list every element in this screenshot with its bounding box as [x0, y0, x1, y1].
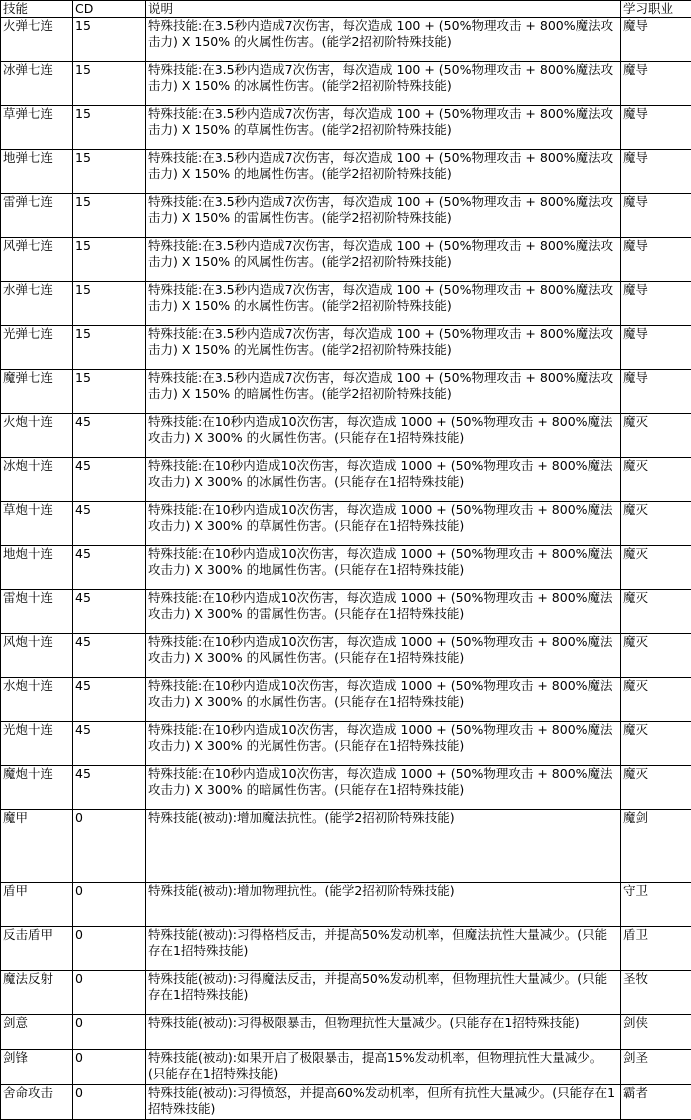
- description-cell: 特殊技能(被动):增加魔法抗性。(能学2招初阶特殊技能): [146, 810, 621, 883]
- cd-cell: 0: [73, 1085, 146, 1120]
- skill-name-cell: 风弹七连: [1, 238, 73, 282]
- table-row: [1, 971, 691, 1015]
- job-cell: 守卫: [621, 883, 691, 927]
- description-cell: 特殊技能:在3.5秒内造成7次伤害，每次造成 100 + (50%物理攻击 + 800%魔法攻击力) X 150% 的火属性伤害。(能学2招初阶特殊技能): [146, 18, 621, 62]
- table-row: [1, 810, 691, 883]
- table-row: [1, 62, 691, 106]
- job-cell: 魔灭: [621, 766, 691, 810]
- cd-cell: 0: [73, 1015, 146, 1050]
- cd-cell: 15: [73, 282, 146, 326]
- description-cell: 特殊技能:在10秒内造成10次伤害，每次造成 1000 + (50%物理攻击 + 800%魔法攻击力) X 300% 的暗属性伤害。(只能存在1招特殊技能): [146, 766, 621, 810]
- skill-name-cell: 光弹七连: [1, 326, 73, 370]
- description-cell: 特殊技能:在10秒内造成10次伤害，每次造成 1000 + (50%物理攻击 + 800%魔法攻击力) X 300% 的火属性伤害。(只能存在1招特殊技能): [146, 414, 621, 458]
- description-cell: 特殊技能:在10秒内造成10次伤害，每次造成 1000 + (50%物理攻击 + 800%魔法攻击力) X 300% 的水属性伤害。(只能存在1招特殊技能): [146, 678, 621, 722]
- description-cell: 特殊技能:在3.5秒内造成7次伤害，每次造成 100 + (50%物理攻击 + 800%魔法攻击力) X 150% 的暗属性伤害。(能学2招初阶特殊技能): [146, 370, 621, 414]
- job-cell: 魔导: [621, 326, 691, 370]
- job-cell: 魔灭: [621, 634, 691, 678]
- table-row: [1, 634, 691, 678]
- skill-name-cell: 冰弹七连: [1, 62, 73, 106]
- table-row: [1, 1050, 691, 1085]
- cd-cell: 45: [73, 634, 146, 678]
- job-cell: 剑圣: [621, 1050, 691, 1085]
- skill-name-cell: 地弹七连: [1, 150, 73, 194]
- table-row: [1, 370, 691, 414]
- cd-cell: 45: [73, 722, 146, 766]
- description-cell: 特殊技能(被动):增加物理抗性。(能学2招初阶特殊技能): [146, 883, 621, 927]
- table-row: [1, 1085, 691, 1120]
- cd-cell: 45: [73, 458, 146, 502]
- job-cell: 魔灭: [621, 458, 691, 502]
- header-job: 学习职业: [621, 1, 691, 18]
- header-desc: 说明: [146, 1, 621, 18]
- job-cell: 魔导: [621, 62, 691, 106]
- job-cell: 魔导: [621, 150, 691, 194]
- description-cell: 特殊技能:在3.5秒内造成7次伤害，每次造成 100 + (50%物理攻击 + 800%魔法攻击力) X 150% 的地属性伤害。(能学2招初阶特殊技能): [146, 150, 621, 194]
- cd-cell: 15: [73, 150, 146, 194]
- job-cell: 剑侠: [621, 1015, 691, 1050]
- skill-name-cell: 风炮十连: [1, 634, 73, 678]
- skill-name-cell: 冰炮十连: [1, 458, 73, 502]
- description-cell: 特殊技能:在3.5秒内造成7次伤害，每次造成 100 + (50%物理攻击 + 800%魔法攻击力) X 150% 的风属性伤害。(能学2招初阶特殊技能): [146, 238, 621, 282]
- skill-name-cell: 魔炮十连: [1, 766, 73, 810]
- description-cell: 特殊技能:在10秒内造成10次伤害，每次造成 1000 + (50%物理攻击 + 800%魔法攻击力) X 300% 的草属性伤害。(只能存在1招特殊技能): [146, 502, 621, 546]
- job-cell: 魔导: [621, 370, 691, 414]
- cd-cell: 15: [73, 326, 146, 370]
- job-cell: 魔灭: [621, 590, 691, 634]
- job-cell: 魔灭: [621, 546, 691, 590]
- description-cell: 特殊技能:在10秒内造成10次伤害，每次造成 1000 + (50%物理攻击 + 800%魔法攻击力) X 300% 的冰属性伤害。(只能存在1招特殊技能): [146, 458, 621, 502]
- table-row: [1, 458, 691, 502]
- skill-name-cell: 盾甲: [1, 883, 73, 927]
- job-cell: 魔导: [621, 282, 691, 326]
- description-cell: 特殊技能(被动):习得愤怒，并提高60%发动机率，但所有抗性大量减少。(只能存在1招特殊技能): [146, 1085, 621, 1120]
- cd-cell: 15: [73, 370, 146, 414]
- job-cell: 魔灭: [621, 678, 691, 722]
- cd-cell: 15: [73, 62, 146, 106]
- description-cell: 特殊技能:在3.5秒内造成7次伤害，每次造成 100 + (50%物理攻击 + 800%魔法攻击力) X 150% 的草属性伤害。(能学2招初阶特殊技能): [146, 106, 621, 150]
- job-cell: 魔导: [621, 18, 691, 62]
- skill-name-cell: 魔弹七连: [1, 370, 73, 414]
- table-row: [1, 238, 691, 282]
- cd-cell: 45: [73, 502, 146, 546]
- description-cell: 特殊技能:在10秒内造成10次伤害，每次造成 1000 + (50%物理攻击 + 800%魔法攻击力) X 300% 的风属性伤害。(只能存在1招特殊技能): [146, 634, 621, 678]
- job-cell: 霸者: [621, 1085, 691, 1120]
- table-row: [1, 927, 691, 971]
- job-cell: 魔灭: [621, 414, 691, 458]
- table-row: [1, 678, 691, 722]
- cd-cell: 0: [73, 971, 146, 1015]
- table-row: [1, 546, 691, 590]
- table-row: [1, 414, 691, 458]
- skill-name-cell: 魔甲: [1, 810, 73, 883]
- skill-name-cell: 反击盾甲: [1, 927, 73, 971]
- table-row: [1, 326, 691, 370]
- description-cell: 特殊技能:在3.5秒内造成7次伤害，每次造成 100 + (50%物理攻击 + 800%魔法攻击力) X 150% 的水属性伤害。(能学2招初阶特殊技能): [146, 282, 621, 326]
- table-row: [1, 150, 691, 194]
- cd-cell: 15: [73, 238, 146, 282]
- job-cell: 魔导: [621, 194, 691, 238]
- job-cell: 魔灭: [621, 722, 691, 766]
- skill-name-cell: 水弹七连: [1, 282, 73, 326]
- skill-name-cell: 草炮十连: [1, 502, 73, 546]
- description-cell: 特殊技能:在3.5秒内造成7次伤害，每次造成 100 + (50%物理攻击 + 800%魔法攻击力) X 150% 的光属性伤害。(能学2招初阶特殊技能): [146, 326, 621, 370]
- description-cell: 特殊技能:在10秒内造成10次伤害，每次造成 1000 + (50%物理攻击 + 800%魔法攻击力) X 300% 的雷属性伤害。(只能存在1招特殊技能): [146, 590, 621, 634]
- cd-cell: 15: [73, 18, 146, 62]
- cd-cell: 45: [73, 546, 146, 590]
- skill-name-cell: 火弹七连: [1, 18, 73, 62]
- table-row: [1, 502, 691, 546]
- job-cell: 魔导: [621, 238, 691, 282]
- description-cell: 特殊技能(被动):习得极限暴击，但物理抗性大量减少。(只能存在1招特殊技能): [146, 1015, 621, 1050]
- skill-name-cell: 雷炮十连: [1, 590, 73, 634]
- header-row: [1, 1, 691, 18]
- skill-name-cell: 草弹七连: [1, 106, 73, 150]
- description-cell: 特殊技能:在3.5秒内造成7次伤害，每次造成 100 + (50%物理攻击 + 800%魔法攻击力) X 150% 的雷属性伤害。(能学2招初阶特殊技能): [146, 194, 621, 238]
- table-row: [1, 590, 691, 634]
- skill-name-cell: 水炮十连: [1, 678, 73, 722]
- description-cell: 特殊技能(被动):习得格档反击，并提高50%发动机率，但魔法抗性大量减少。(只能存在1招特殊技能): [146, 927, 621, 971]
- cd-cell: 0: [73, 1050, 146, 1085]
- skill-name-cell: 地炮十连: [1, 546, 73, 590]
- header-cd: CD: [73, 1, 146, 18]
- description-cell: 特殊技能:在3.5秒内造成7次伤害，每次造成 100 + (50%物理攻击 + 800%魔法攻击力) X 150% 的冰属性伤害。(能学2招初阶特殊技能): [146, 62, 621, 106]
- cd-cell: 0: [73, 883, 146, 927]
- table-row: [1, 106, 691, 150]
- skill-name-cell: 火炮十连: [1, 414, 73, 458]
- description-cell: 特殊技能(被动):习得魔法反击，并提高50%发动机率，但物理抗性大量减少。(只能存在1招特殊技能): [146, 971, 621, 1015]
- cd-cell: 45: [73, 414, 146, 458]
- job-cell: 盾卫: [621, 927, 691, 971]
- header-skill: 技能: [1, 1, 73, 18]
- description-cell: 特殊技能(被动):如果开启了极限暴击，提高15%发动机率，但物理抗性大量减少。(只能存在1招特殊技能): [146, 1050, 621, 1085]
- cd-cell: 45: [73, 678, 146, 722]
- table-row: [1, 1015, 691, 1050]
- table-row: [1, 766, 691, 810]
- cd-cell: 0: [73, 810, 146, 883]
- job-cell: 魔剑: [621, 810, 691, 883]
- table-row: [1, 883, 691, 927]
- cd-cell: 15: [73, 194, 146, 238]
- skill-name-cell: 剑意: [1, 1015, 73, 1050]
- cd-cell: 45: [73, 590, 146, 634]
- table-row: [1, 194, 691, 238]
- table-row: [1, 18, 691, 62]
- cd-cell: 45: [73, 766, 146, 810]
- description-cell: 特殊技能:在10秒内造成10次伤害，每次造成 1000 + (50%物理攻击 + 800%魔法攻击力) X 300% 的光属性伤害。(只能存在1招特殊技能): [146, 722, 621, 766]
- skill-name-cell: 魔法反射: [1, 971, 73, 1015]
- skill-name-cell: 剑锋: [1, 1050, 73, 1085]
- job-cell: 圣牧: [621, 971, 691, 1015]
- table-row: [1, 282, 691, 326]
- description-cell: 特殊技能:在10秒内造成10次伤害，每次造成 1000 + (50%物理攻击 + 800%魔法攻击力) X 300% 的地属性伤害。(只能存在1招特殊技能): [146, 546, 621, 590]
- cd-cell: 15: [73, 106, 146, 150]
- skill-name-cell: 光炮十连: [1, 722, 73, 766]
- skill-name-cell: 舍命攻击: [1, 1085, 73, 1120]
- table-row: [1, 722, 691, 766]
- cd-cell: 0: [73, 927, 146, 971]
- job-cell: 魔灭: [621, 502, 691, 546]
- skill-name-cell: 雷弹七连: [1, 194, 73, 238]
- job-cell: 魔导: [621, 106, 691, 150]
